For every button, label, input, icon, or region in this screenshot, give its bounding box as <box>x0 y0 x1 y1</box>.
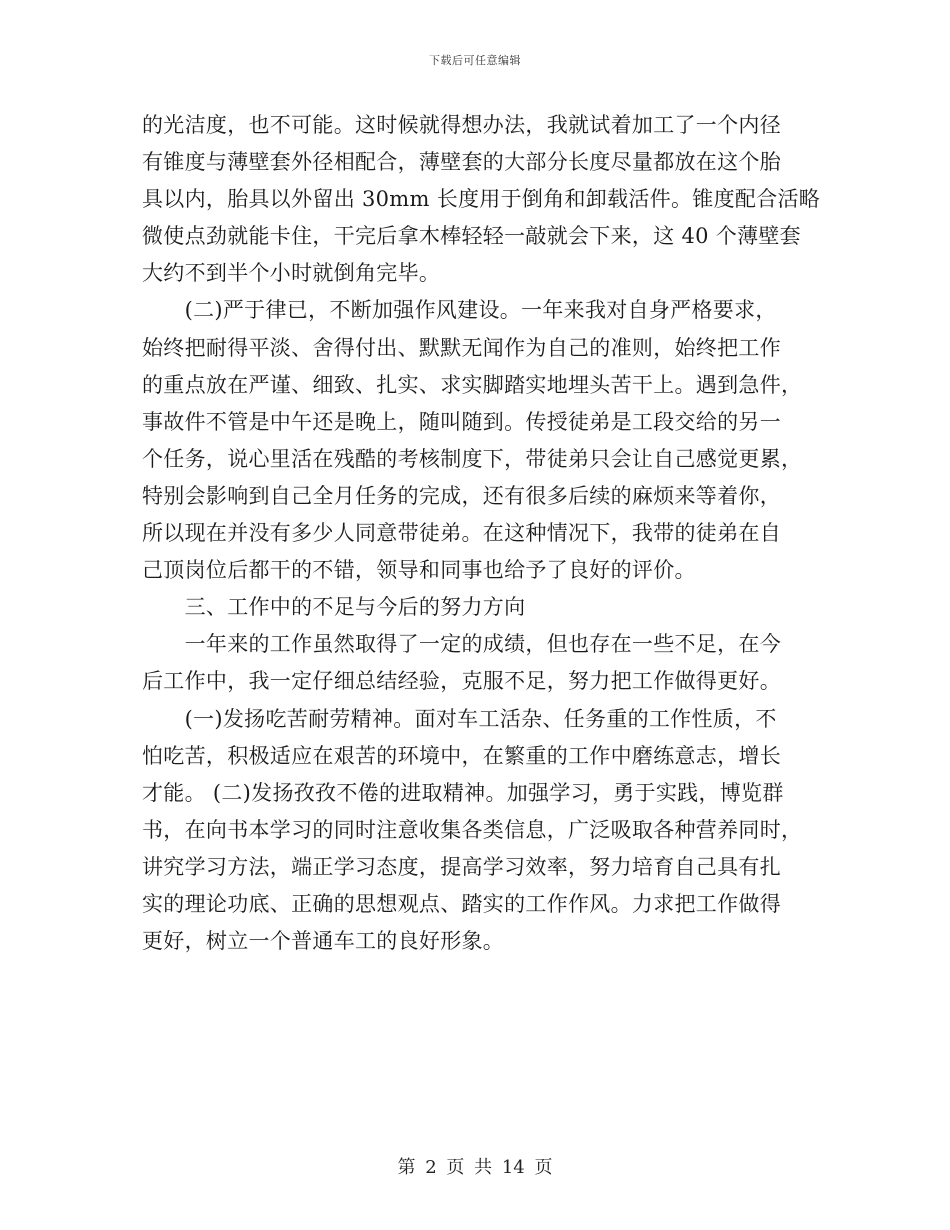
text-line: 有锥度与薄壁套外径相配合，薄壁套的大部分长度尽量都放在这个胎 <box>142 150 781 175</box>
text-line: 具以内，胎具以外留出 30mm 长度用于倒角和卸载活件。锥度配合活略 <box>142 187 821 212</box>
text-line: 书，在向书本学习的同时注意收集各类信息，广泛吸取各种营养同时， <box>142 817 803 842</box>
text-line: 大约不到半个小时就倒角完毕。 <box>142 261 441 286</box>
text-line: 才能。 (二)发扬孜孜不倦的进取精神。加强学习，勇于实践，博览群 <box>142 780 784 805</box>
text-line: 怕吃苦，积极适应在艰苦的环境中，在繁重的工作中磨练意志，增长 <box>142 743 781 768</box>
text-line: 特别会影响到自己全月任务的完成，还有很多后续的麻烦来等着你， <box>142 483 781 508</box>
document-body <box>142 107 821 960</box>
text-line: 讲究学习方法，端正学习态度，提高学习效率，努力培育自己具有扎 <box>142 854 781 879</box>
text-line: 己顶岗位后都干的不错，领导和同事也给予了良好的评价。 <box>142 558 696 583</box>
text-line: 实的理论功底、正确的思想观点、踏实的工作作风。力求把工作做得 <box>142 891 781 916</box>
text-line: 个任务，说心里活在残酷的考核制度下，带徒弟只会让自己感觉更累， <box>142 446 803 471</box>
text-line: 微使点劲就能卡住，干完后拿木棒轻轻一敲就会下来，这 40 个薄壁套 <box>142 224 801 249</box>
text-line: 的光洁度，也不可能。这时候就得想办法，我就试着加工了一个内径 <box>142 113 781 137</box>
text-line: (二)严于律已，不断加强作风建设。一年来我对自身严格要求， <box>142 298 777 323</box>
text-line: 更好，树立一个普通车工的良好形象。 <box>142 929 505 954</box>
text-line: 所以现在并没有多少人同意带徒弟。在这种情况下，我带的徒弟在自 <box>142 521 781 546</box>
section-heading: 三、工作中的不足与今后的努力方向 <box>142 595 526 620</box>
text-line: 后工作中，我一定仔细总结经验，克服不足，努力把工作做得更好。 <box>142 669 781 694</box>
text-line: 始终把耐得平淡、舍得付出、默默无闻作为自己的准则，始终把工作 <box>142 335 781 360</box>
text-line: 一年来的工作虽然取得了一定的成绩，但也存在一些不足，在今 <box>142 632 781 657</box>
text-line: 事故件不管是中午还是晚上，随叫随到。传授徒弟是工段交给的另一 <box>142 409 781 434</box>
text-line: (一)发扬吃苦耐劳精神。面对车工活杂、任务重的工作性质，不 <box>142 706 777 731</box>
page-number: 第 2 页 共 14 页 <box>397 1157 553 1178</box>
text-line: 的重点放在严谨、细致、扎实、求实脚踏实地埋头苦干上。遇到急件， <box>142 372 803 397</box>
page-header: 下载后可任意编辑 <box>429 54 521 67</box>
